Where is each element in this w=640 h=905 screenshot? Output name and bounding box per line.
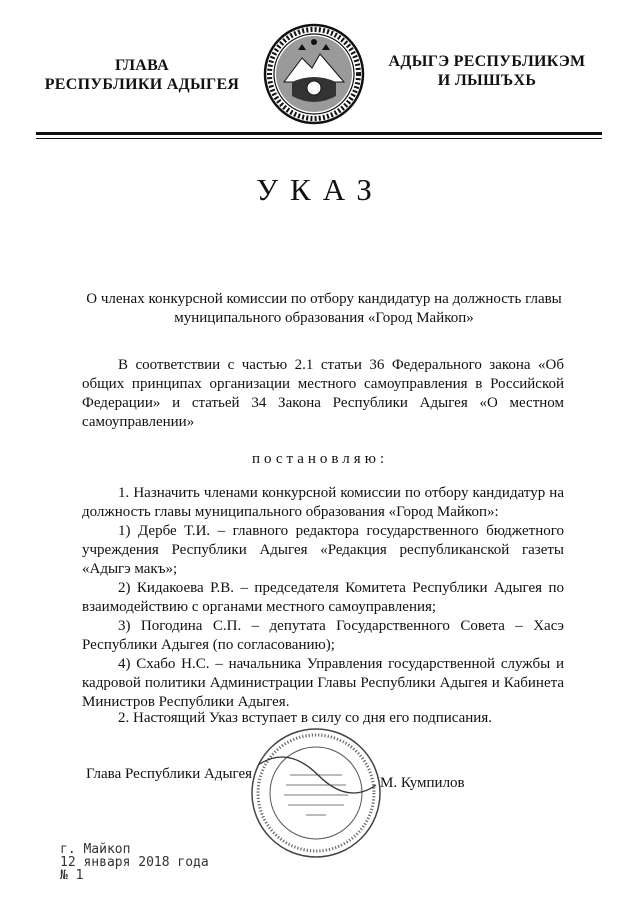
header-left-line1: ГЛАВА (115, 57, 169, 74)
header-right (372, 52, 602, 90)
footer-date: 12 января 2018 года (60, 855, 209, 870)
item-2: 2. Настоящий Указ вступает в силу со дня его подписания. (118, 710, 492, 726)
document-subject: О членах конкурсной комиссии по отбору кандидатур на должность главы муниципального образования «Город Майкоп» (86, 291, 562, 326)
sub-item-2: 2) Кидакоева Р.В. – председателя Комитета Республики Адыгея по взаимодействию с органами местного самоуправления; (82, 580, 564, 615)
header-right-line1: АДЫГЭ РЕСПУБЛИКЭМ (388, 53, 586, 70)
document-title: УКАЗ (256, 172, 384, 207)
item-1: 1. Назначить членами конкурсной комиссии по отбору кандидатур на должность главы муниципального образования «Город Майкоп»: (82, 485, 564, 520)
header-left-line2: РЕСПУБЛИКИ АДЫГЕЯ (44, 76, 240, 93)
decree-items (82, 484, 564, 712)
document-footer (60, 843, 209, 882)
sub-item-3: 3) Погодина С.П. – депутата Государственного Совета – Хасэ Республики Адыгея (по согласованию); (82, 618, 564, 653)
coat-of-arms-icon (262, 22, 366, 126)
signatory-position: Глава Республики Адыгея (86, 766, 253, 782)
decree-word: постановляю: (251, 451, 389, 467)
footer-city: г. Майкоп (60, 842, 131, 857)
sub-item-4: 4) Схабо Н.С. – начальника Управления государственной службы и кадровой политики Администрации Главы Республики Адыгея и Кабинета Министров Республики Адыгея. (82, 656, 564, 710)
header-divider-thick (36, 132, 602, 135)
header-left (42, 56, 242, 94)
header-divider-thin (36, 138, 602, 139)
header-right-line2: И ЛЫШЪХЬ (437, 72, 537, 89)
round-seal-icon (248, 725, 384, 861)
sub-item-1: 1) Дербе Т.И. – главного редактора государственного бюджетного учреждения Республики Адыгея «Редакция республиканской газеты «Адыгэ макъ»; (82, 523, 564, 577)
footer-number: № 1 (60, 868, 84, 883)
signatory-name: М. Кумпилов (380, 775, 465, 791)
legal-basis-paragraph: В соответствии с частью 2.1 статьи 36 Федерального закона «Об общих принципах организации местного самоуправления в Российской Федерации» и статьей 34 Закона Республики Адыгея «О местном самоуправлении» (82, 357, 564, 430)
